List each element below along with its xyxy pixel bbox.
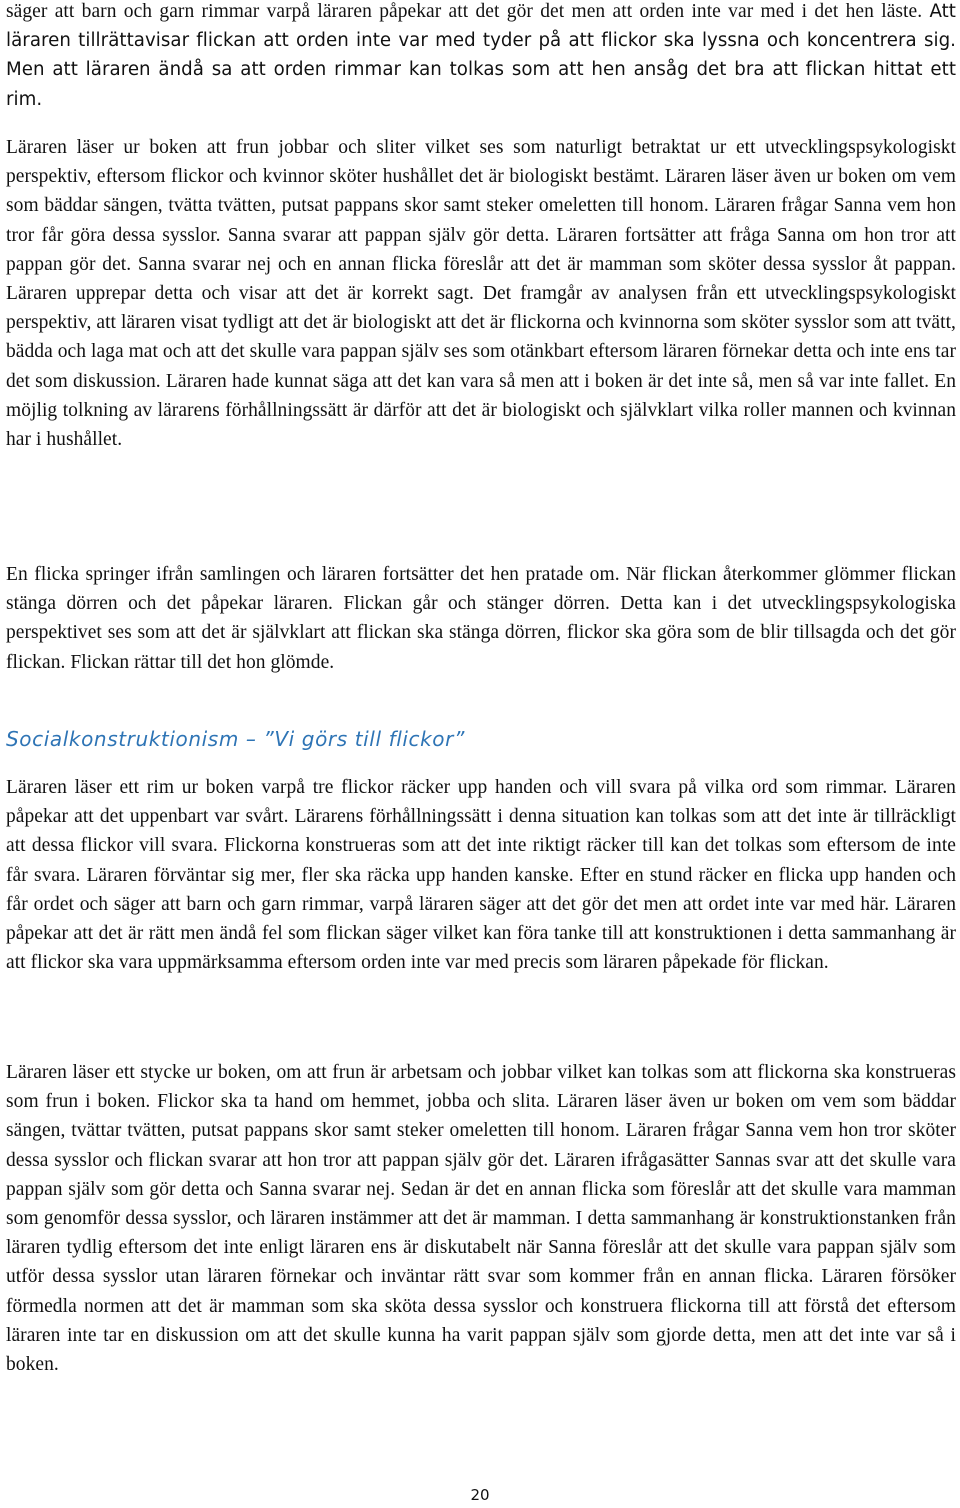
paragraph-5-text: Läraren läser ett stycke ur boken, om att frun är arbetsam och jobbar vilket kan tolkas som att flickorna ska konstrueras som frun i boken. Flickor ska ta hand om hemmet, jobba och slita. Läraren läser även ur boken om vem som bäddar sängen, tvättar tvätten, putsat pappans skor samt steker omeletten till honom. Läraren frågar Sanna vem hon tror sköter dessa sysslor och flickan svarar att hon tror att pappan själv gör det. Läraren ifrågasätter Sannas svar att det skulle vara pappan själv som gör detta och Sanna svarar nej. Sedan är det en annan flicka som föreslår att det skulle vara mamman som genomför dessa sysslor, och läraren instämmer att det är mamman. I detta sammanhang är konstruktionstanken från läraren tydlig eftersom det inte enligt läraren ens är diskutabelt när Sanna föreslår att det skulle vara pappan själv som utför dessa sysslor utan läraren förnekar och inväntar rätt svar som kommer från en annan flicka. Läraren försöker förmedla normen att det är mamman som ska sköta dessa sysslor och konstruera flickorna till att förstå det eftersom läraren inte tar en diskussion om att det skulle kunna ha varit pappan själv som gjorde detta, men att det inte var så i boken.	[6, 1062, 956, 1376]
body-paragraph-4	[6, 773, 956, 977]
section-heading: Socialkonstruktionism – ”Vi görs till flickor”	[6, 727, 465, 751]
body-paragraph-3	[6, 560, 956, 677]
body-paragraph-5	[6, 1058, 956, 1379]
body-paragraph-2	[6, 133, 956, 454]
paragraph-1-segment-1: säger att barn och garn rimmar varpå läraren påpekar att det gör det men att orden inte var med i det hen läste.	[6, 1, 930, 22]
paragraph-1-segment-2: Att läraren tillrättavisar flickan att orden inte var med tyder på att flickor ska lyssna och koncentrera sig. Men att läraren ändå sa att orden rimmar kan tolkas som att hen ansåg det bra att flickan hittat ett rim.	[6, 1, 956, 110]
body-paragraph-1	[6, 0, 956, 114]
paragraph-3-text: En flicka springer ifrån samlingen och läraren fortsätter det hen pratade om. När flickan återkommer glömmer flickan stänga dörren och det påpekar läraren. Flickan går och stänger dörren. Detta kan i det utvecklingspsykologiska perspektivet ses som att det är självklart att flickan ska stänga dörren, flickor ska göra som de blir tillsagda och det gör flickan. Flickan rättar till det hon glömde.	[6, 564, 956, 673]
paragraph-4-text: Läraren läser ett rim ur boken varpå tre flickor räcker upp handen och vill svara på vilka ord som rimmar. Läraren påpekar att det uppenbart var svårt. Lärarens förhållningssätt i denna situation kan tolkas som att det inte är tillräckligt att dessa flickor vill svara. Flickorna konstrueras som att det inte riktigt räcker till kan det tolkas som eftersom de inte får svara. Läraren förväntar sig mer, fler ska räcka upp handen kanske. Efter en stund räcker en flicka upp handen och får ordet och säger att barn och garn rimmar, varpå läraren säger att det gör det men att ordet inte var med här. Läraren påpekar att det är rätt men ändå fel som flickan säger vilket kan föra tanke till att konstruktionen i detta sammanhang är att flickor ska vara uppmärksamma eftersom orden inte var med precis som läraren påpekade för flickan.	[6, 777, 956, 974]
page-number: 20	[470, 1486, 490, 1504]
paragraph-2-text: Läraren läser ur boken att frun jobbar och sliter vilket ses som naturligt betraktat ur ett utvecklingspsykologiskt perspektiv, eftersom flickor och kvinnor sköter hushållet det är biologiskt bestämt. Läraren läser även ur boken om vem som bäddar sängen, tvätta tvätten, putsat pappans skor samt steker omeletten till honom. Läraren frågar Sanna vem hon tror får göra dessa sysslor. Sanna svarar att pappan själv gör detta. Läraren fortsätter att fråga Sanna om hon tror att pappan gör det. Sanna svarar nej och en annan flicka föreslår att det är mamman som sköter dessa sysslor åt pappan. Läraren upprepar detta och visar att det är korrekt sagt. Det framgår av analysen från ett utvecklingspsykologiskt perspektiv, att läraren visat tydligt att det är biologiskt att det är flickorna och kvinnorna som sköter sysslor som att tvätt, bädda och laga mat och att det skulle vara pappan själv ses som otänkbart eftersom läraren förnekar detta och inte ens tar det som diskussion. Läraren hade kunnat säga att det kan vara så men att i boken är det inte så, men så var inte fallet. En möjlig tolkning av lärarens förhållningssätt är därför att det är biologiskt och självklart vilka roller mannen och kvinnan har i hushållet.	[6, 137, 956, 451]
